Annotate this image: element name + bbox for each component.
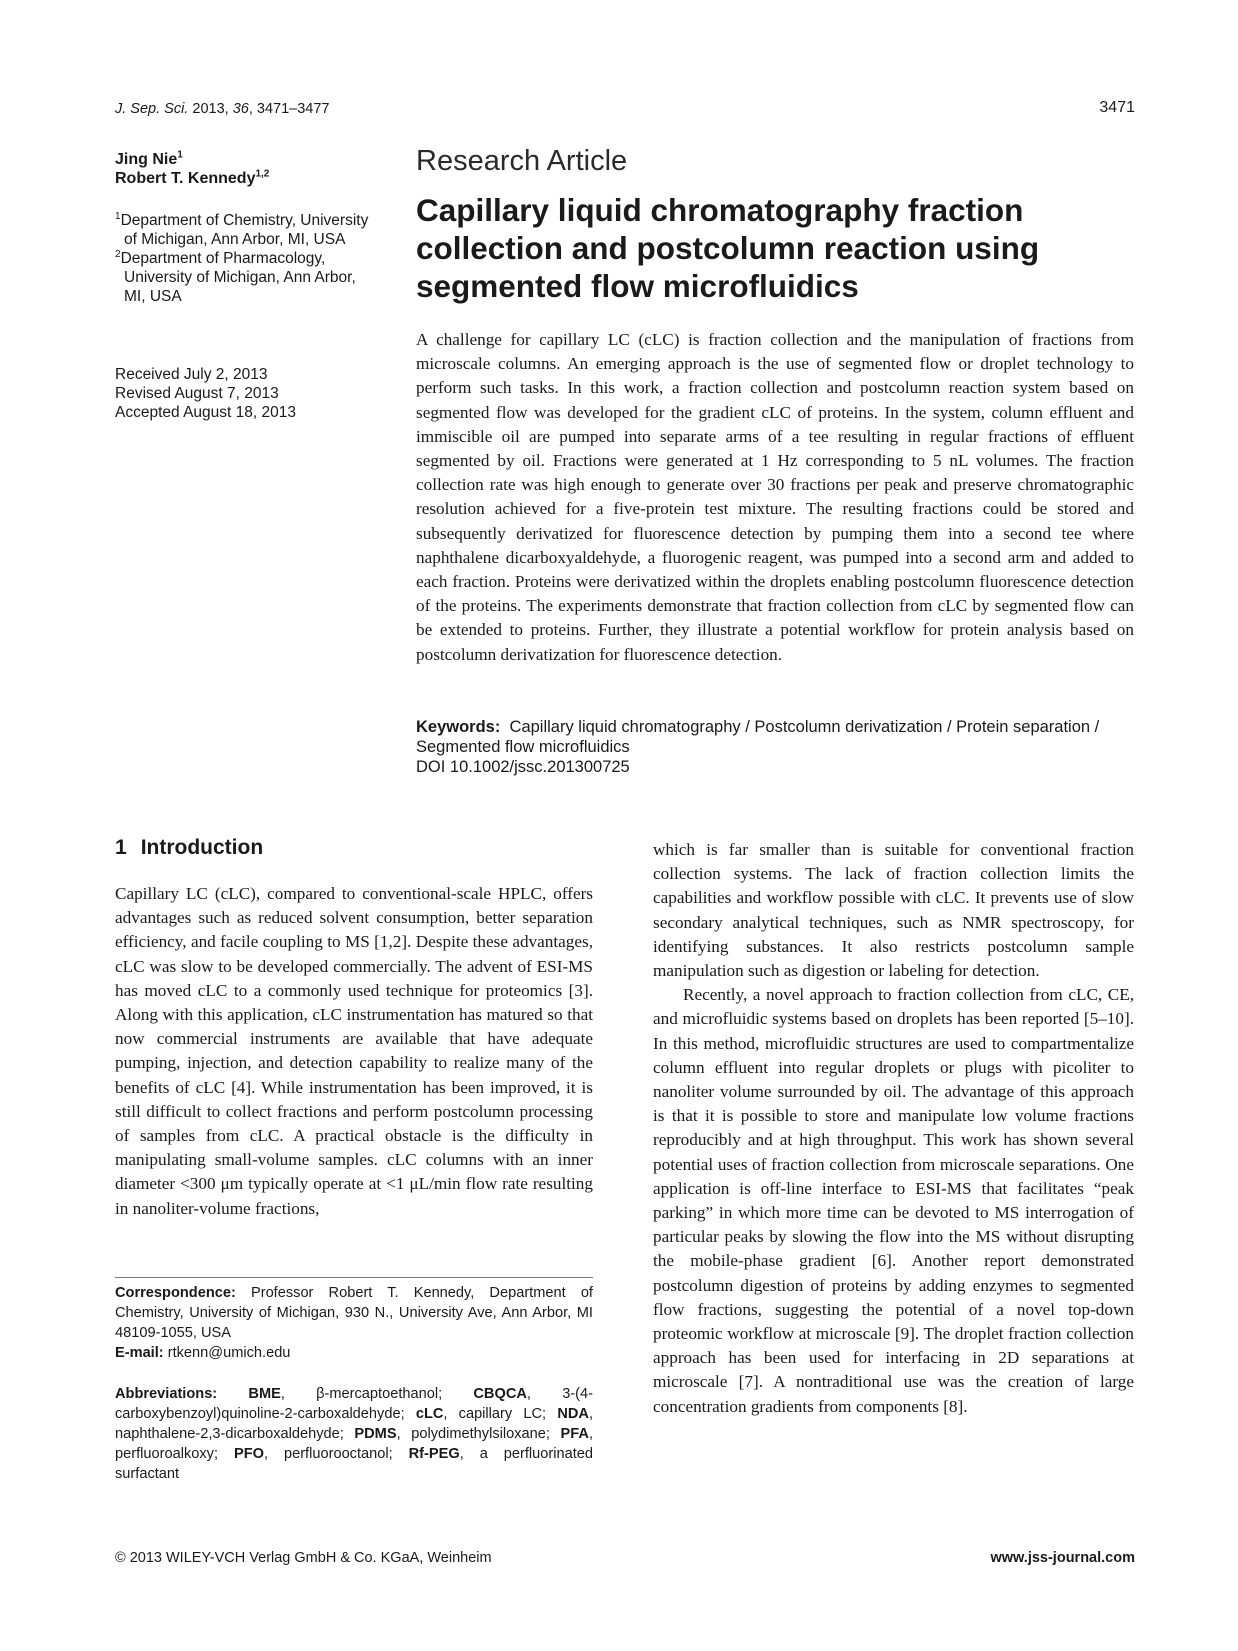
abbreviation-entry: PFA, perfluoroalkoxy; [115, 1426, 593, 1462]
article-type: Research Article [416, 145, 628, 177]
abbreviation-term: NDA [557, 1406, 589, 1422]
section-title: Introduction [140, 836, 264, 859]
journal-pages: 3471–3477 [256, 101, 330, 117]
affiliation [115, 211, 375, 249]
running-head: J. Sep. Sci. 2013, 36, 3471–3477 [115, 101, 330, 117]
affiliation [115, 249, 375, 306]
abbreviation-definition: 3-(4-carboxybenzoyl)quinoline-2-carboxaldehyde [115, 1386, 593, 1422]
body-column-right [653, 838, 1134, 1419]
intro-paragraph: Recently, a novel approach to fraction collection from cLC, CE, and microfluidic systems based on droplets has been reported [5–10]. In this method, microfluidic structures are used to compartmentalize column effluent into regular droplets or plugs with picoliter to nanoliter volume surrounded by oil. The advantage of this approach is that it is possible to store and manipulate low volume fractions reproducibly and at high throughput. This work has shown several potential uses of fraction collection from microscale separations. One application is off-line interface to ESI-MS that facilitates “peak parking” in which more time can be devoted to MS interrogation of particular peaks by slowing the flow into the MS without disrupting the mobile-phase gradient [6]. Another report demonstrated postcolumn digestion of proteins by adding enzymes to segmented flow fractions, suggesting the potential of a novel top-down proteomic workflow at microscale [9]. The droplet fraction collection approach has been used for interfacing in 2D separations at microscale [7]. A nontraditional use was the creation of large concentration gradients from components [8]. [653, 985, 1134, 1416]
affiliation-text: Department of Chemistry, University of Michigan, Ann Arbor, MI, USA [120, 212, 369, 248]
accepted-date: Accepted August 18, 2013 [115, 404, 296, 421]
keywords-text: Capillary liquid chromatography / Postcolumn derivatization / Protein separation / Segmented flow microfluidics [416, 718, 1100, 756]
article-title: Capillary liquid chromatography fraction collection and postcolumn reaction using segmented flow microfluidics [416, 192, 1040, 304]
author [115, 169, 375, 188]
abbreviation-entry: BME, β-mercaptoethanol; [248, 1386, 443, 1402]
abbreviations-label: Abbreviations: [115, 1386, 218, 1402]
affiliation-number: 1 [115, 210, 121, 222]
author-affiliation-mark: 1 [177, 149, 183, 161]
keywords-block [416, 717, 1134, 777]
abbreviation-term: PFA [560, 1426, 589, 1442]
author-list [115, 150, 375, 188]
correspondence-label: Correspondence: [115, 1285, 236, 1301]
affiliation-text: Department of Pharmacology, University of Michigan, Ann Arbor, MI, USA [120, 250, 356, 305]
intro-paragraph-continued: which is far smaller than is suitable for conventional fraction collection systems. The lack of fraction collection limits the capabilities and workflow possible with cLC. It prevents use of slow secondary analytical techniques, such as NMR spectroscopy, for identifying substances. It also restricts postcolumn sample manipulation such as digestion or labeling for detection. [653, 840, 1134, 981]
copyright-notice: © 2013 WILEY-VCH Verlag GmbH & Co. KGaA, Weinheim [115, 1550, 492, 1566]
abbreviation-definition: β-mercaptoethanol [316, 1386, 439, 1402]
abbreviation-term: cLC [415, 1406, 444, 1422]
author-affiliation-mark: 1,2 [255, 168, 270, 180]
abbreviation-definition: capillary LC [458, 1406, 543, 1422]
article-history [115, 365, 375, 422]
abbreviation-definition: perfluoroalkoxy [115, 1446, 214, 1462]
abbreviation-definition: a perfluorinated surfactant [115, 1446, 594, 1482]
abbreviation-term: CBQCA [473, 1386, 527, 1402]
abbreviations-note [115, 1384, 593, 1484]
abbreviation-definition: polydimethylsiloxane [411, 1426, 546, 1442]
abbreviation-definition: perfluorooctanol [283, 1446, 389, 1462]
author [115, 150, 375, 169]
affiliation-number: 2 [115, 248, 121, 260]
author-name: Robert T. Kennedy [115, 170, 256, 187]
revised-date: Revised August 7, 2013 [115, 385, 279, 402]
page-number: 3471 [1099, 99, 1135, 116]
footnote-divider [115, 1277, 593, 1278]
abbreviation-definition: naphthalene-2,3-dicarboxaldehyde [115, 1426, 340, 1442]
body-column-left [115, 882, 593, 1221]
abbreviation-term: Rf-PEG [408, 1446, 460, 1462]
email-address[interactable]: rtkenn@umich.edu [167, 1345, 291, 1361]
section-heading [115, 836, 263, 860]
journal-url-link[interactable]: www.jss-journal.com [990, 1550, 1135, 1566]
correspondence-text: Professor Robert T. Kennedy, Department of Chemistry, University of Michigan, 930 N., University Ave, Ann Arbor, MI 48109-1055, USA [115, 1285, 593, 1341]
author-name: Jing Nie [115, 151, 178, 168]
abbreviation-entry: NDA, naphthalene-2,3-dicarboxaldehyde; [115, 1406, 593, 1442]
abbreviation-entry: PDMS, polydimethylsiloxane; [354, 1426, 550, 1442]
journal-abbreviation: J. Sep. Sci. [115, 101, 189, 117]
abbreviation-term: PFO [233, 1446, 264, 1462]
abbreviation-entry: CBQCA, 3-(4-carboxybenzoyl)quinoline-2-carboxaldehyde; [115, 1386, 593, 1422]
correspondence-note [115, 1283, 593, 1363]
abbreviation-entry: PFO, perfluorooctanol; [233, 1446, 393, 1462]
abbreviation-term: PDMS [354, 1426, 397, 1442]
affiliations [115, 211, 375, 306]
abbreviation-entry: cLC, capillary LC; [415, 1406, 547, 1422]
intro-paragraph: Capillary LC (cLC), compared to conventional-scale HPLC, offers advantages such as reduced solvent consumption, better separation efficiency, and facile coupling to MS [1,2]. Despite these advantages, cLC was slow to be developed commercially. The advent of ESI-MS has moved cLC to a commonly used technique for proteomics [3]. Along with this application, cLC instrumentation has matured so that now commercial instruments are available that have adequate pumping, injection, and detection capability to realize many of the benefits of cLC [4]. While instrumentation has been improved, it is still difficult to collect fractions and perform postcolumn processing of samples from cLC. A practical obstacle is the difficulty in manipulating small-volume samples. cLC columns with an inner diameter <300 μm typically operate at <1 μL/min flow rate resulting in nanoliter-volume fractions, [115, 884, 593, 1218]
abbreviation-term: BME [248, 1386, 281, 1402]
received-date: Received July 2, 2013 [115, 366, 268, 383]
keywords-label: Keywords: [416, 718, 501, 736]
journal-volume: 36 [232, 101, 249, 117]
journal-year: 2013 [192, 101, 225, 117]
section-number: 1 [115, 836, 127, 859]
doi: DOI 10.1002/jssc.201300725 [416, 758, 630, 776]
abstract: A challenge for capillary LC (cLC) is fraction collection and the manipulation of fractions from microscale columns. An emerging approach is the use of segmented flow or droplet technology to perform such tasks. In this work, a fraction collection and postcolumn reaction system based on segmented flow was developed for the gradient cLC of proteins. In the system, column effluent and immiscible oil are pumped into separate arms of a tee resulting in regular fractions of effluent segmented by oil. Fractions were generated at 1 Hz corresponding to 5 nL volumes. The fraction collection rate was high enough to generate over 30 fractions per peak and preserve chromatographic resolution achieved for a five-protein test mixture. The resulting fractions could be stored and subsequently derivatized for fluorescence detection by pumping them into a second tee where naphthalene dicarboxyaldehyde, a fluorogenic reagent, was pumped into a second arm and added to each fraction. Proteins were derivatized within the droplets enabling postcolumn fluorescence detection of the proteins. The experiments demonstrate that fraction collection from cLC by segmented flow can be extended to proteins. Further, they illustrate a potential workflow for protein analysis based on postcolumn derivatization for fluorescence detection. [416, 330, 1134, 664]
email-label: E-mail: [115, 1345, 164, 1361]
abbreviation-entry: Rf-PEG, a perfluorinated surfactant [115, 1446, 594, 1482]
